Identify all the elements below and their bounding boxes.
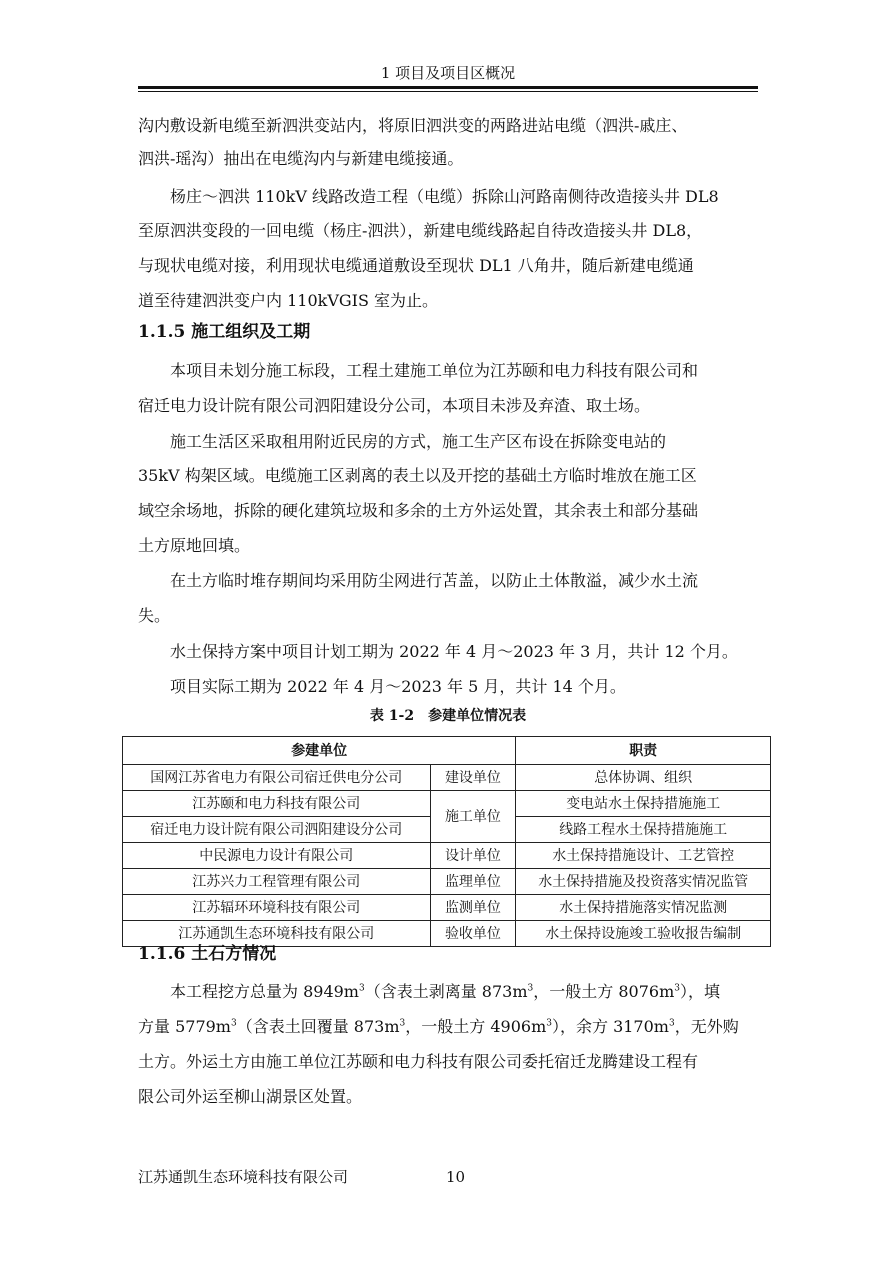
role-cell: 验收单位 bbox=[430, 921, 516, 947]
paragraph-line: 宿迁电力设计院有限公司泗阳建设分公司，本项目未涉及弃渣、取土场。 bbox=[138, 396, 651, 415]
unit-cell: 国网江苏省电力有限公司宿迁供电分公司 bbox=[123, 765, 431, 791]
role-cell: 施工单位 bbox=[430, 791, 516, 843]
paragraph-line: 沟内敷设新电缆至新泗洪变站内，将原旧泗洪变的两路进站电缆（泗洪-戚庄、 bbox=[138, 116, 688, 135]
unit-cell: 中民源电力设计有限公司 bbox=[123, 843, 431, 869]
paragraph-line: 泗洪-瑶沟）抽出在电缆沟内与新建电缆接通。 bbox=[138, 149, 464, 168]
duty-cell: 水土保持措施及投资落实情况监管 bbox=[516, 869, 771, 895]
participating-units-table bbox=[122, 736, 771, 947]
superscript: 3 bbox=[358, 983, 365, 994]
paragraph-line: 与现状电缆对接，利用现状电缆通道敷设至现状 DL1 八角井，随后新建电缆通 bbox=[138, 256, 694, 275]
paragraph-line: 土方原地回填。 bbox=[138, 536, 251, 555]
unit-cell: 江苏通凯生态环境科技有限公司 bbox=[123, 921, 431, 947]
role-cell: 设计单位 bbox=[430, 843, 516, 869]
running-header: 1 项目及项目区概况 bbox=[380, 64, 516, 82]
text-run: ，一般土方 8076m bbox=[533, 982, 675, 1001]
superscript: 3 bbox=[230, 1018, 237, 1029]
table-row bbox=[123, 843, 771, 869]
text-run: ），余方 3170m bbox=[551, 1017, 669, 1036]
paragraph-line: 在土方临时堆存期间均采用防尘网进行苫盖，以防止土体散溢，减少水土流 bbox=[170, 571, 699, 590]
superscript: 3 bbox=[527, 983, 534, 994]
text-run: ），填 bbox=[679, 982, 720, 1001]
page-number: 10 bbox=[446, 1168, 466, 1186]
unit-cell: 江苏颐和电力科技有限公司 bbox=[123, 791, 431, 817]
text-run: （含表土回覆量 873m bbox=[236, 1017, 400, 1036]
table-row bbox=[123, 869, 771, 895]
paragraph-line: 失。 bbox=[138, 606, 171, 625]
paragraph-line: 杨庄～泗洪 110kV 线路改造工程（电缆）拆除山河路南侧待改造接头井 DL8 bbox=[170, 187, 719, 206]
role-cell: 建设单位 bbox=[430, 765, 516, 791]
table-row bbox=[123, 765, 771, 791]
paragraph-line: 水土保持方案中项目计划工期为 2022 年 4 月～2023 年 3 月，共计 12 个月。 bbox=[170, 642, 738, 661]
superscript: 3 bbox=[399, 1018, 406, 1029]
paragraph-line: 限公司外运至柳山湖景区处置。 bbox=[138, 1087, 363, 1106]
section-heading-1-1-5: 1.1.5 施工组织及工期 bbox=[138, 322, 311, 342]
header-rule-thick bbox=[138, 86, 758, 89]
superscript: 3 bbox=[668, 1018, 675, 1029]
text-run: （含表土剥离量 873m bbox=[364, 982, 528, 1001]
text-run: 方量 5779m bbox=[138, 1017, 231, 1036]
paragraph-line: 土方。外运土方由施工单位江苏颐和电力科技有限公司委托宿迁龙腾建设工程有 bbox=[138, 1052, 699, 1071]
header-rule-thin bbox=[138, 91, 758, 92]
unit-cell: 江苏兴力工程管理有限公司 bbox=[123, 869, 431, 895]
duty-cell: 线路工程水土保持措施施工 bbox=[516, 817, 771, 843]
duty-cell: 水土保持设施竣工验收报告编制 bbox=[516, 921, 771, 947]
table-header-cell: 参建单位 bbox=[123, 737, 516, 765]
unit-cell: 江苏辐环环境科技有限公司 bbox=[123, 895, 431, 921]
table-caption: 表 1-2 参建单位情况表 bbox=[369, 708, 527, 724]
footer-company: 江苏通凯生态环境科技有限公司 bbox=[138, 1168, 349, 1186]
superscript: 3 bbox=[674, 983, 680, 994]
table-row bbox=[123, 895, 771, 921]
table-header-cell: 职责 bbox=[516, 737, 771, 765]
paragraph-line: 至原泗洪变段的一回电缆（杨庄-泗洪），新建电缆线路起自待改造接头井 DL8， bbox=[138, 221, 703, 240]
paragraph-line: 35kV 构架区域。电缆施工区剥离的表土以及开挖的基础土方临时堆放在施工区 bbox=[138, 466, 697, 485]
text-run: 本工程挖方总量为 8949m bbox=[170, 982, 359, 1001]
text-run: ，一般土方 4906m bbox=[405, 1017, 547, 1036]
section-heading-1-1-6: 1.1.6 土石方情况 bbox=[138, 944, 277, 964]
table-row bbox=[123, 791, 771, 817]
role-cell: 监理单位 bbox=[430, 869, 516, 895]
paragraph-line: 道至待建泗洪变户内 110kVGIS 室为止。 bbox=[138, 291, 439, 310]
paragraph-line: 项目实际工期为 2022 年 4 月～2023 年 5 月，共计 14 个月。 bbox=[170, 677, 626, 696]
role-cell: 监测单位 bbox=[430, 895, 516, 921]
superscript: 3 bbox=[546, 1018, 552, 1029]
paragraph-line bbox=[138, 1015, 758, 1039]
text-run: ，无外购 bbox=[674, 1017, 739, 1036]
paragraph-line: 施工生活区采取租用附近民房的方式，施工生产区布设在拆除变电站的 bbox=[170, 432, 667, 451]
duty-cell: 水土保持措施设计、工艺管控 bbox=[516, 843, 771, 869]
duty-cell: 水土保持措施落实情况监测 bbox=[516, 895, 771, 921]
unit-cell: 宿迁电力设计院有限公司泗阳建设分公司 bbox=[123, 817, 431, 843]
duty-cell: 变电站水土保持措施施工 bbox=[516, 791, 771, 817]
duty-cell: 总体协调、组织 bbox=[516, 765, 771, 791]
table-header-row bbox=[123, 737, 771, 765]
paragraph-line bbox=[170, 980, 758, 1004]
paragraph-line: 域空余场地，拆除的硬化建筑垃圾和多余的土方外运处置，其余表土和部分基础 bbox=[138, 501, 699, 520]
paragraph-line: 本项目未划分施工标段，工程土建施工单位为江苏颐和电力科技有限公司和 bbox=[170, 361, 699, 380]
